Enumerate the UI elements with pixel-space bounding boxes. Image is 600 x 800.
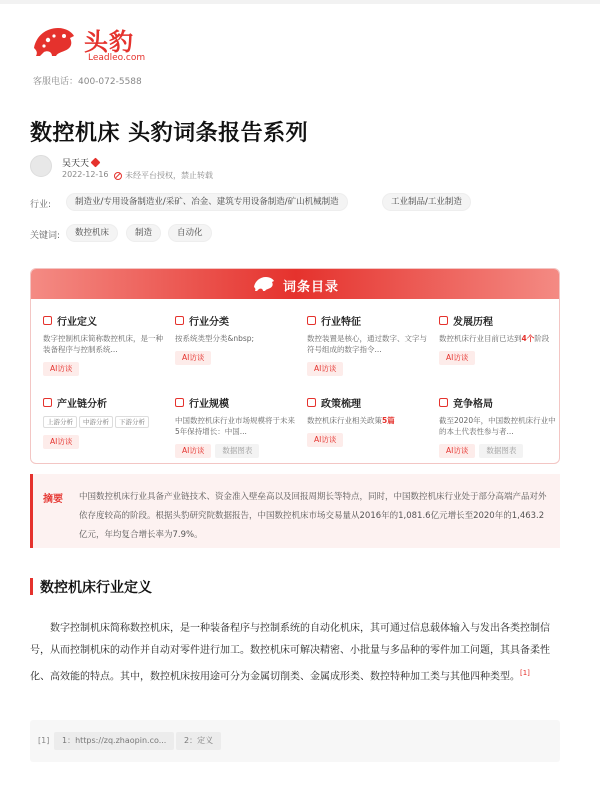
service-hotline: 客服电话：400-072-5588: [33, 77, 142, 87]
catalog-item-desc: 数控装置是核心，通过数字、文字与符号组成的数字指令...: [307, 334, 427, 354]
catalog-item-title: [439, 395, 559, 409]
catalog-item-title-text: 政策梳理: [321, 398, 361, 410]
catalog-item-industry-chain[interactable]: [43, 395, 163, 449]
upstream-tag[interactable]: 上游分析: [43, 416, 77, 428]
ai-interview-button[interactable]: AI访谈: [43, 362, 79, 376]
summary-label: 摘要: [43, 494, 63, 505]
leopard-logo-icon: [30, 22, 78, 62]
copyright-notice: [114, 170, 213, 181]
catalog-item-title-text: 竞争格局: [453, 398, 493, 410]
catalog-item-desc: 中国数控机床行业市场规模将于未来5年保持增长：中国...: [175, 416, 295, 436]
ai-interview-button[interactable]: AI访谈: [175, 444, 211, 458]
desc-highlight: 5篇: [382, 416, 395, 425]
catalog-item-desc: 截至2020年，中国数控机床行业中的本土代表性参与者...: [439, 416, 556, 436]
catalog-item-title-text: 行业定义: [57, 316, 97, 328]
downstream-tag[interactable]: 下游分析: [115, 416, 149, 428]
ai-interview-button[interactable]: AI访谈: [307, 433, 343, 447]
reference-number: [1]: [38, 736, 50, 745]
ai-interview-button[interactable]: AI访谈: [175, 351, 211, 365]
ai-interview-button[interactable]: AI访谈: [307, 362, 343, 376]
ai-interview-button[interactable]: AI访谈: [439, 444, 475, 458]
ai-interview-button[interactable]: AI访谈: [43, 435, 79, 449]
section-body: [30, 618, 560, 688]
author-name-text: 吴天天: [62, 159, 90, 169]
catalog-item-desc: [439, 333, 559, 344]
section-title: 数控机床行业定义: [40, 580, 152, 596]
features-icon: [307, 316, 316, 325]
catalog-item-desc: [307, 415, 427, 426]
page-title: 数控机床 头豹词条报告系列: [30, 121, 309, 146]
midstream-tag[interactable]: 中游分析: [79, 416, 113, 428]
logo-chinese-text: 头豹: [84, 28, 134, 56]
catalog-item-features[interactable]: [307, 313, 427, 376]
catalog-item-title: [307, 395, 427, 409]
summary-box: [30, 474, 560, 548]
desc-prefix: 数控机床行业相关政策: [307, 416, 382, 425]
chain-mini-tags: [43, 409, 163, 428]
copyright-text: 未经平台授权，禁止转载: [125, 171, 213, 180]
desc-highlight: 4个: [521, 334, 535, 343]
ai-interview-button[interactable]: AI访谈: [439, 351, 475, 365]
catalog-item-title-text: 行业特征: [321, 316, 361, 328]
author-badge-icon: [91, 158, 101, 168]
catalog-item-title: [175, 313, 295, 327]
catalog-panel: [30, 268, 560, 464]
catalog-title: 词条目录: [283, 280, 340, 295]
summary-text: 中国数控机床行业具备产业链技术、资金准入壁垒高以及回报周期长等特点，同时，中国数控机床行业处于部分高端产品对外依存度较高的阶段。根据头豹研究院数据报告，中国数控机床市场交易量从2016年的1,081.6亿元增长至2020年的1,463.2亿元，年均复合增长率为7.9%。: [79, 492, 547, 540]
top-divider: [0, 0, 600, 4]
catalog-item-desc: 数字控制机床简称数控机床，是一种装备程序与控制系统...: [43, 334, 163, 354]
policy-icon: [307, 398, 316, 407]
desc-suffix: 阶段: [534, 334, 550, 343]
author-avatar[interactable]: [30, 155, 52, 177]
data-chart-button[interactable]: 数据图表: [215, 444, 259, 458]
catalog-item-policy[interactable]: [307, 395, 427, 447]
catalog-item-history[interactable]: [439, 313, 559, 365]
industry-tag[interactable]: 工业制品/工业制造: [382, 193, 471, 211]
section-body-text: 数字控制机床简称数控机床，是一种装备程序与控制系统的自动化机床，其可通过信息载体输入与发出各类控制信号，从而控制机床的动作并自动对零件进行加工。数控机床可解决精密、小批量与多品种的零件加工问题，其具备柔性化、高效能的特点。其中，数控机床按用途可分为金属切削类、金属成形类、数控特种加工类与其他四种类型。: [30, 623, 550, 683]
catalog-header: [31, 269, 560, 299]
references-box: [30, 720, 560, 762]
leopard-icon: [251, 274, 277, 294]
keyword-tag[interactable]: 数控机床: [66, 224, 118, 242]
catalog-item-title-text: 行业分类: [189, 316, 229, 328]
leadleo-logo[interactable]: [30, 20, 150, 68]
classification-icon: [175, 316, 184, 325]
catalog-item-desc: 按系统类型分类&nbsp;: [175, 334, 255, 343]
catalog-item-title: [43, 395, 163, 409]
catalog-item-title-text: 行业规模: [189, 398, 229, 410]
keyword-tag[interactable]: 制造: [126, 224, 161, 242]
reference-link[interactable]: 1：https://zq.zhaopin.co...: [54, 732, 174, 750]
catalog-item-classification[interactable]: [175, 313, 295, 365]
history-icon: [439, 316, 448, 325]
competition-icon: [439, 398, 448, 407]
keyword-label: 关键词:: [30, 231, 61, 241]
bar-chart-icon: [175, 398, 184, 407]
data-chart-button[interactable]: 数据图表: [479, 444, 523, 458]
forbidden-icon: [114, 172, 122, 180]
catalog-item-title: [439, 313, 559, 327]
catalog-item-title: [43, 313, 163, 327]
catalog-item-competition[interactable]: [439, 395, 559, 458]
catalog-item-title-text: 产业链分析: [57, 398, 107, 410]
catalog-item-market-size[interactable]: [175, 395, 295, 458]
reference-link[interactable]: 2：定义: [176, 732, 221, 750]
catalog-item-title: [307, 313, 427, 327]
industry-chain-icon: [43, 398, 52, 407]
catalog-item-title: [175, 395, 295, 409]
catalog-item-title-text: 发展历程: [453, 316, 493, 328]
section-accent-bar: [30, 578, 33, 595]
reference-marker[interactable]: [1]: [520, 669, 530, 677]
author-name[interactable]: [62, 156, 99, 169]
desc-prefix: 数控机床行业目前已达到: [439, 334, 522, 343]
publish-date: 2022-12-16: [62, 170, 109, 179]
logo-english-text: Leadleo.com: [88, 53, 146, 63]
industry-label: 行业:: [30, 200, 52, 210]
keyword-tag[interactable]: 自动化: [168, 224, 212, 242]
industry-tag[interactable]: 制造业/专用设备制造业/采矿、冶金、建筑专用设备制造/矿山机械制造: [66, 193, 348, 211]
catalog-item-definition[interactable]: [43, 313, 163, 376]
definition-icon: [43, 316, 52, 325]
